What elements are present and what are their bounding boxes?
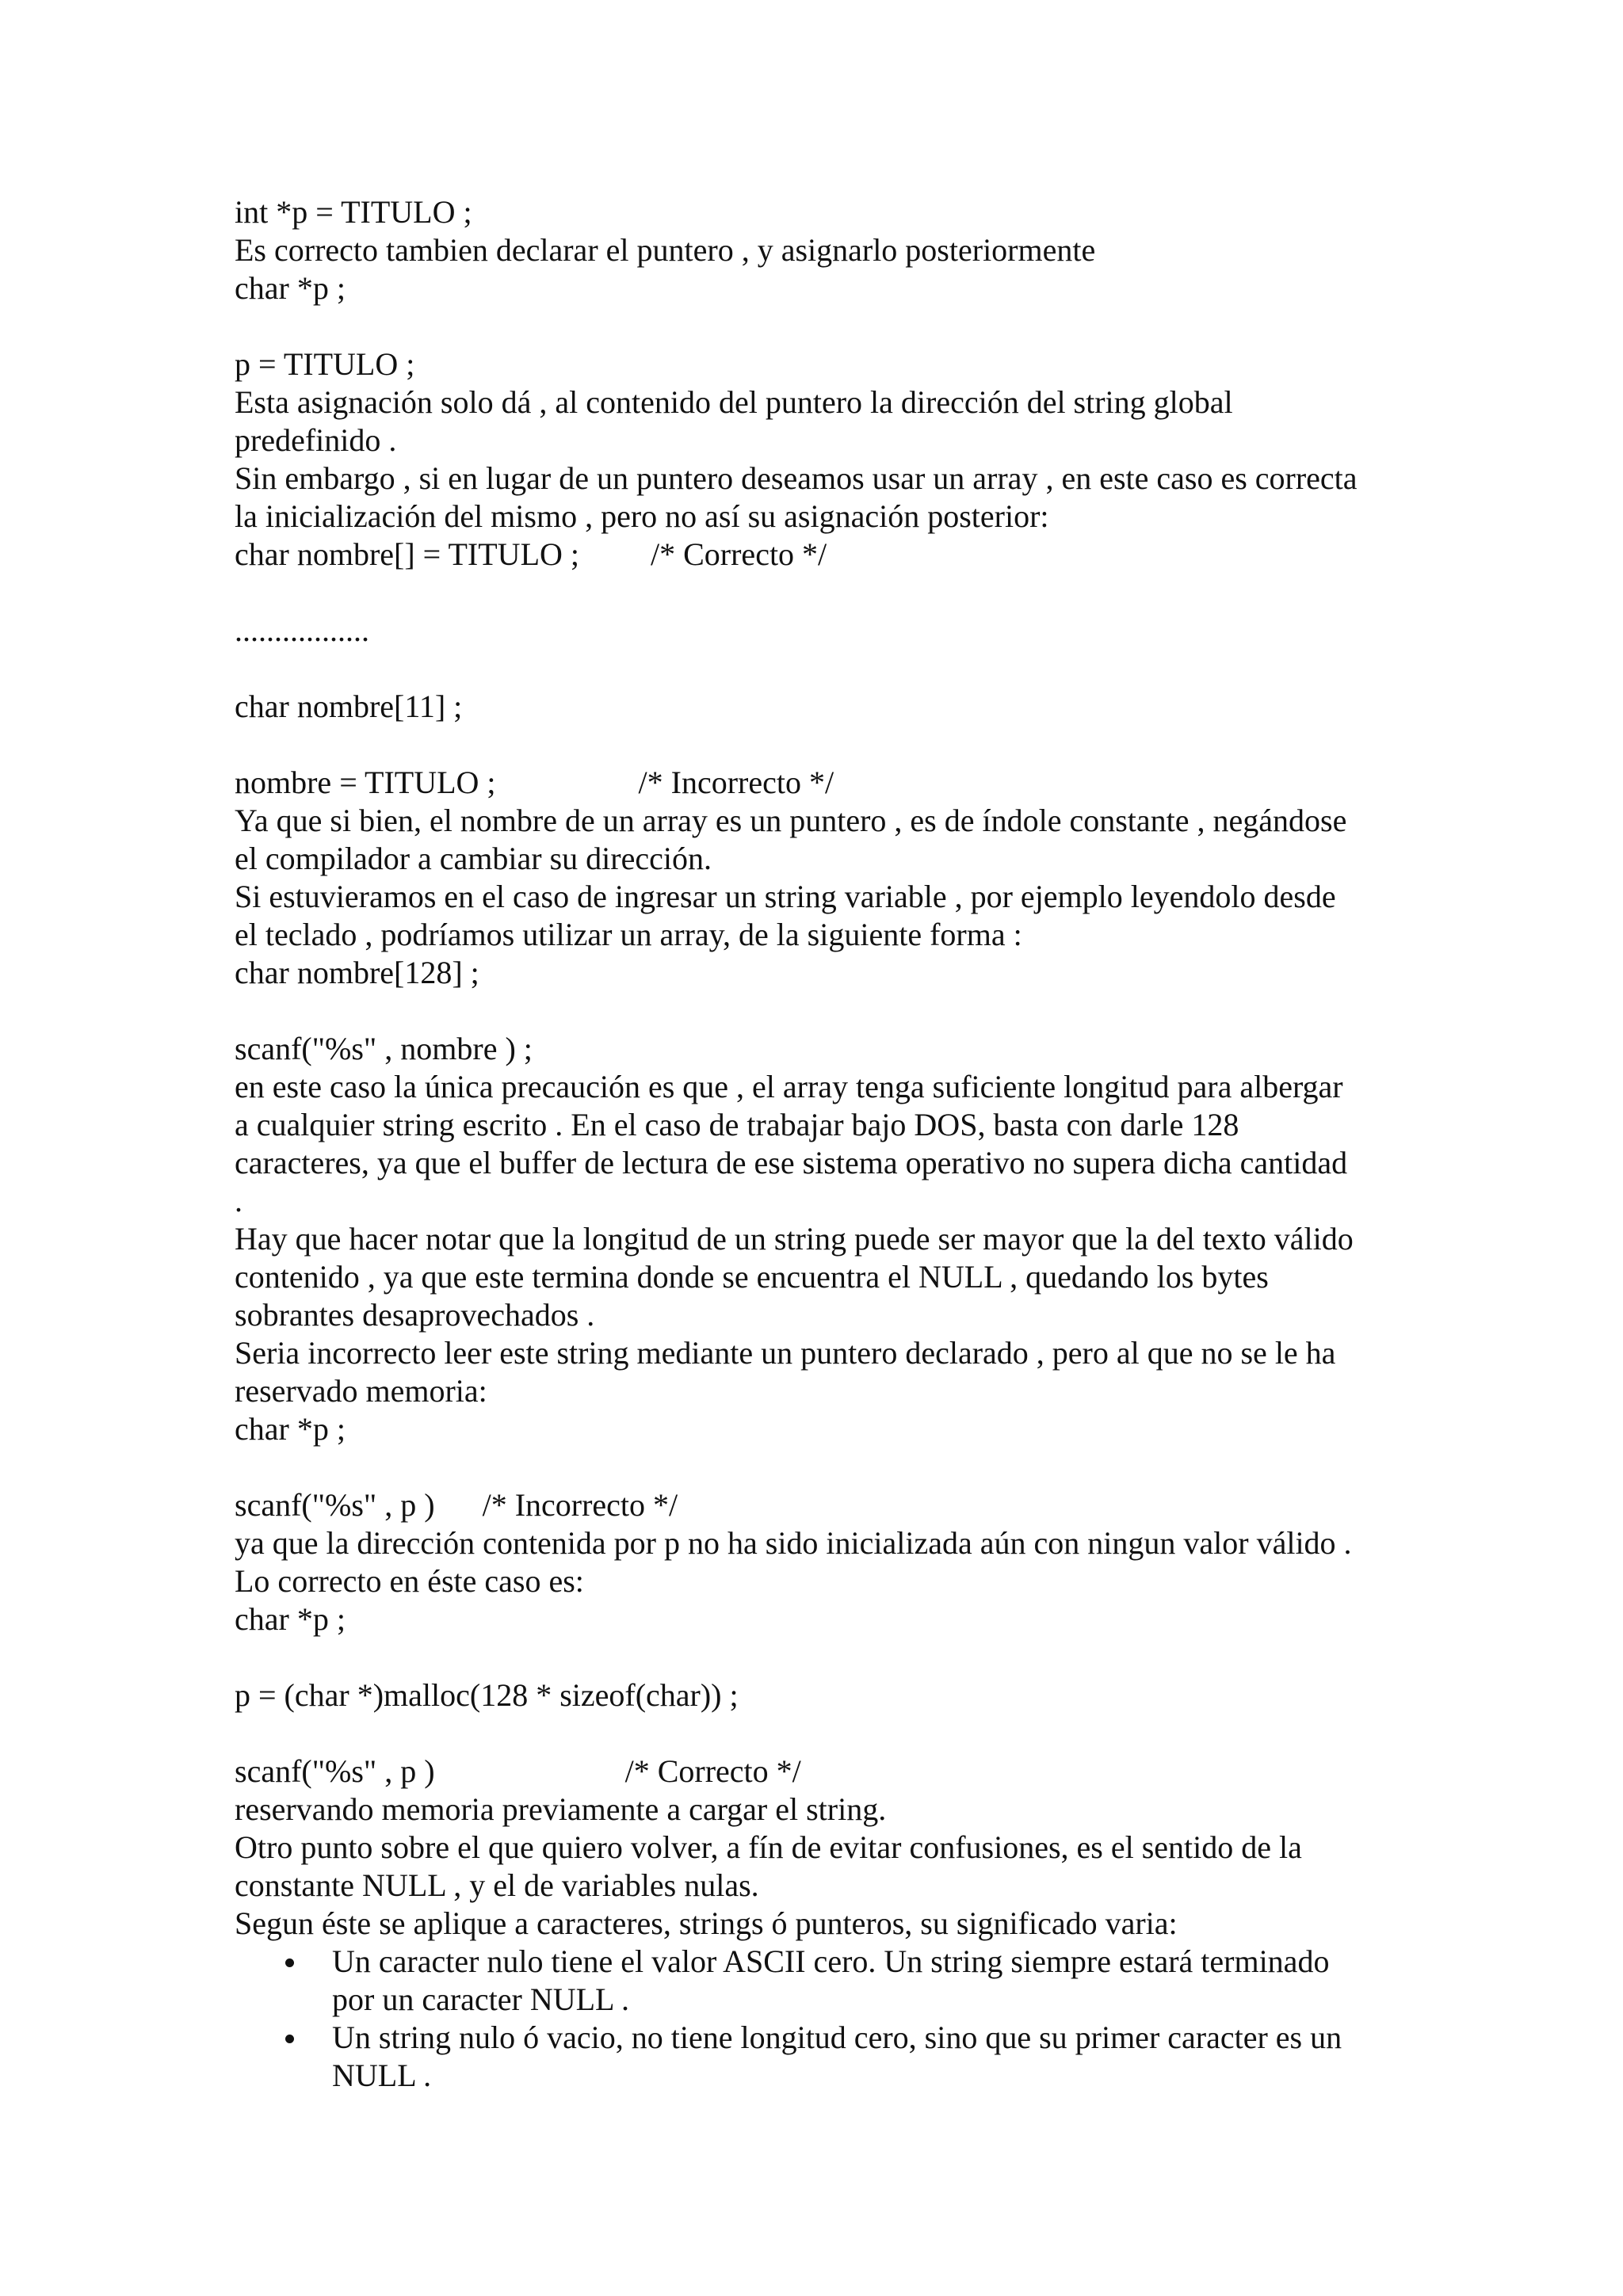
text-line: Lo correcto en éste caso es: xyxy=(235,1563,584,1599)
text-line: caracteres, ya que el buffer de lectura de ese sistema operativo no supera dicha cantidad xyxy=(235,1145,1348,1180)
text-line: constante NULL , y el de variables nulas. xyxy=(235,1867,759,1903)
text-line: scanf("%s" , nombre ) ; xyxy=(235,1031,533,1066)
text-line: Segun éste se aplique a caracteres, strings ó punteros, su significado varia: xyxy=(235,1905,1178,1941)
text-line: Es correcto tambien declarar el puntero , y asignarlo posteriormente xyxy=(235,232,1096,268)
text-line: Ya que si bien, el nombre de un array es un puntero , es de índole constante , negándose xyxy=(235,803,1347,838)
blank-line xyxy=(235,307,1407,345)
blank-line xyxy=(235,992,1407,1030)
text-line: a cualquier string escrito . En el caso de trabajar bajo DOS, basta con darle 128 xyxy=(235,1107,1239,1142)
text-line: char *p ; xyxy=(235,270,346,306)
text-line: Esta asignación solo dá , al contenido del puntero la dirección del string global xyxy=(235,384,1233,420)
text-line: p = (char *)malloc(128 * sizeof(char)) ; xyxy=(235,1677,739,1713)
text-line: char *p ; xyxy=(235,1411,346,1447)
text-line: Un caracter nulo tiene el valor ASCII cero. Un string siempre estará terminado xyxy=(332,1943,1330,1979)
text-line: Si estuvieramos en el caso de ingresar un string variable , por ejemplo leyendolo desde xyxy=(235,879,1336,914)
text-line: ................. xyxy=(235,612,369,648)
document-body xyxy=(235,193,1407,2095)
text-line: la inicialización del mismo , pero no así su asignación posterior: xyxy=(235,498,1049,534)
text-line: scanf("%s" , p ) /* Correcto */ xyxy=(235,1753,801,1789)
text-line: Hay que hacer notar que la longitud de un string puede ser mayor que la del texto válido xyxy=(235,1221,1354,1257)
text-line: char nombre[11] ; xyxy=(235,688,463,724)
text-line: scanf("%s" , p ) /* Incorrecto */ xyxy=(235,1487,678,1523)
text-line: int *p = TITULO ; xyxy=(235,194,472,230)
text-line: reservado memoria: xyxy=(235,1373,487,1409)
bullet-icon xyxy=(285,1958,294,1967)
text-line: en este caso la única precaución es que , el array tenga suficiente longitud para albergar xyxy=(235,1069,1343,1104)
text-line: char *p ; xyxy=(235,1601,346,1637)
list-item xyxy=(235,1943,1407,2019)
text-line: el teclado , podríamos utilizar un array, de la siguiente forma : xyxy=(235,917,1022,952)
text-line: predefinido . xyxy=(235,422,397,458)
text-line: contenido , ya que este termina donde se encuentra el NULL , quedando los bytes xyxy=(235,1259,1269,1295)
blank-line xyxy=(235,726,1407,764)
text-line: char nombre[] = TITULO ; /* Correcto */ xyxy=(235,536,827,572)
text-line: ya que la dirección contenida por p no ha sido inicializada aún con ningun valor válido . xyxy=(235,1525,1352,1561)
text-line: char nombre[128] ; xyxy=(235,955,479,990)
text-line: Otro punto sobre el que quiero volver, a fín de evitar confusiones, es el sentido de la xyxy=(235,1829,1302,1865)
text-line: nombre = TITULO ; /* Incorrecto */ xyxy=(235,765,834,800)
blank-line xyxy=(235,1638,1407,1676)
bullet-list xyxy=(235,1943,1407,2095)
text-line: reservando memoria previamente a cargar el string. xyxy=(235,1791,887,1827)
text-line: Seria incorrecto leer este string mediante un puntero declarado , pero al que no se le ha xyxy=(235,1335,1336,1371)
blank-line xyxy=(235,1714,1407,1753)
blank-line xyxy=(235,1448,1407,1486)
bullet-icon xyxy=(285,2035,294,2043)
text-line: . xyxy=(235,1183,242,1219)
text-line: NULL . xyxy=(332,2058,432,2093)
text-line: el compilador a cambiar su dirección. xyxy=(235,841,712,876)
text-line: p = TITULO ; xyxy=(235,346,415,382)
blank-line xyxy=(235,574,1407,612)
text-line: Sin embargo , si en lugar de un puntero deseamos usar un array , en este caso es correcta xyxy=(235,460,1358,496)
text-line: por un caracter NULL . xyxy=(332,1981,629,2017)
list-item xyxy=(235,2019,1407,2095)
text-line: Un string nulo ó vacio, no tiene longitud cero, sino que su primer caracter es un xyxy=(332,2019,1342,2055)
blank-line xyxy=(235,650,1407,688)
text-line: sobrantes desaprovechados . xyxy=(235,1297,595,1333)
